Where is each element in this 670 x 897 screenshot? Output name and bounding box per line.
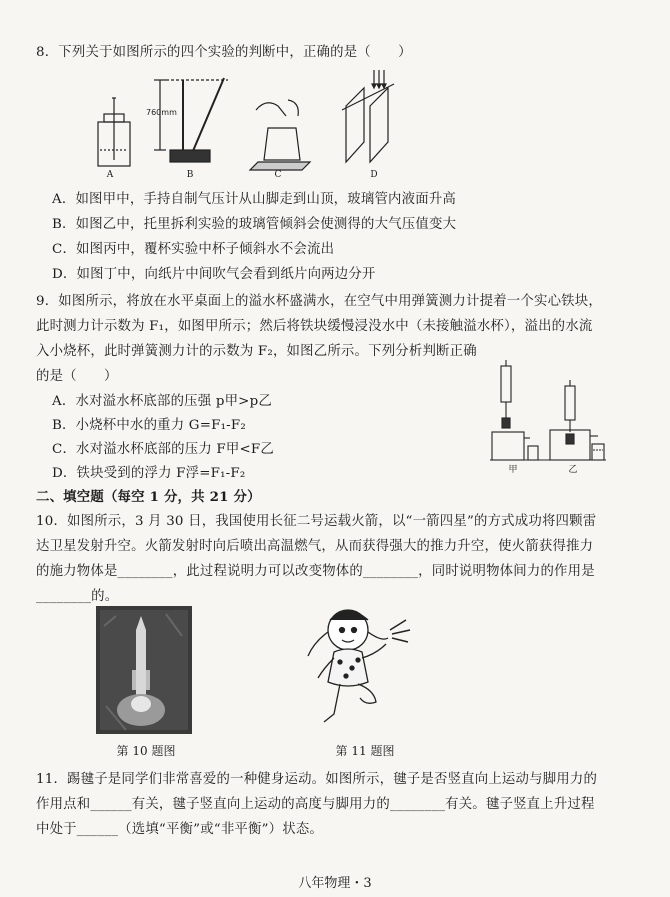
q8-option-b: B．如图乙中，托里拆利实验的玻璃管倾斜会使测得的大气压值变大 [52,217,457,232]
mm-label: 760mm [146,108,177,117]
q8-stem: 8．下列关于如图所示的四个实验的判断中，正确的是（ ） [36,45,412,60]
q10-line-4: ________的。 [36,589,119,604]
q10-caption: 第 10 题图 [116,744,176,758]
q10-line-2: 达卫星发射升空。火箭发射时向后喷出高温燃气，从而获得强大的推力升空，使火箭获得推力 [36,539,594,554]
fig-label-jia: 甲 [508,465,518,475]
q9-line-1: 9．如图所示，将放在水平桌面上的溢水杯盛满水，在空气中用弹簧测力计提着一个实心铁块， [36,294,602,309]
q8-option-c: C．如图丙中，覆杯实验中杯子倾斜水不会流出 [52,242,335,257]
figure-c-covered-cup [250,100,310,170]
q11-line-1: 11．踢毽子是同学们非常喜爱的一种健身运动。如图所示，毽子是否竖直向上运动与脚用力的 [36,772,598,787]
q11-line-3: 中处于______（选填“平衡”或“非平衡”）状态。 [36,822,324,837]
fig-label-c: C [274,170,282,180]
fig-label-d: D [370,170,378,180]
section-2-title: 二、填空题（每空 1 分，共 21 分） [36,489,261,505]
fig-label-b: B [186,170,194,180]
q9-line-2: 此时测力计示数为 F₁，如图甲所示；然后将铁块缓慢浸没水中（未接触溢水杯），溢出的水流 [36,319,593,334]
q10-rocket-photo [96,606,192,734]
figure-d-paper-sheets [342,70,394,162]
q9-option-c: C．水对溢水杯底部的压力 F甲<F乙 [52,442,274,457]
q8-option-d: D．如图丁中，向纸片中间吹气会看到纸片向两边分开 [52,267,376,282]
q9-line-3: 入小烧杯，此时弹簧测力计的示数为 F₂，如图乙所示。下列分析判断正确 [36,344,477,359]
q11-kid-illustration [300,604,420,738]
q9-option-b: B．小烧杯中水的重力 G=F₁-F₂ [52,418,246,433]
q9-line-4: 的是（ ） [36,369,118,384]
q11-caption: 第 11 题图 [335,744,395,758]
q8-figures [88,70,428,172]
q10-line-3: 的施力物体是________，此过程说明力可以改变物体的________，同时说明物体间力的作用是 [36,564,595,579]
page-footer: 八年物理・3 [298,876,372,891]
fig-label-yi: 乙 [568,465,578,475]
q9-option-d: D．铁块受到的浮力 F浮=F₁-F₂ [52,466,246,481]
q10-line-1: 10．如图所示，3 月 30 日，我国使用长征二号运载火箭，以“一箭四星”的方式成功将四颗雷 [36,514,597,529]
figure-b-torricelli [154,78,228,162]
q9-option-a: A．水对溢水杯底部的压强 p甲>p乙 [52,394,272,409]
figure-a-barometer [98,98,130,166]
q9-figure-spring-scales [488,360,608,470]
q8-option-a: A．如图甲中，手持自制气压计从山脚走到山顶，玻璃管内液面升高 [52,192,456,207]
q11-line-2: 作用点和______有关，毽子竖直向上运动的高度与脚用力的________有关。毽子竖直上升过程 [36,797,595,812]
fig-label-a: A [106,170,114,180]
